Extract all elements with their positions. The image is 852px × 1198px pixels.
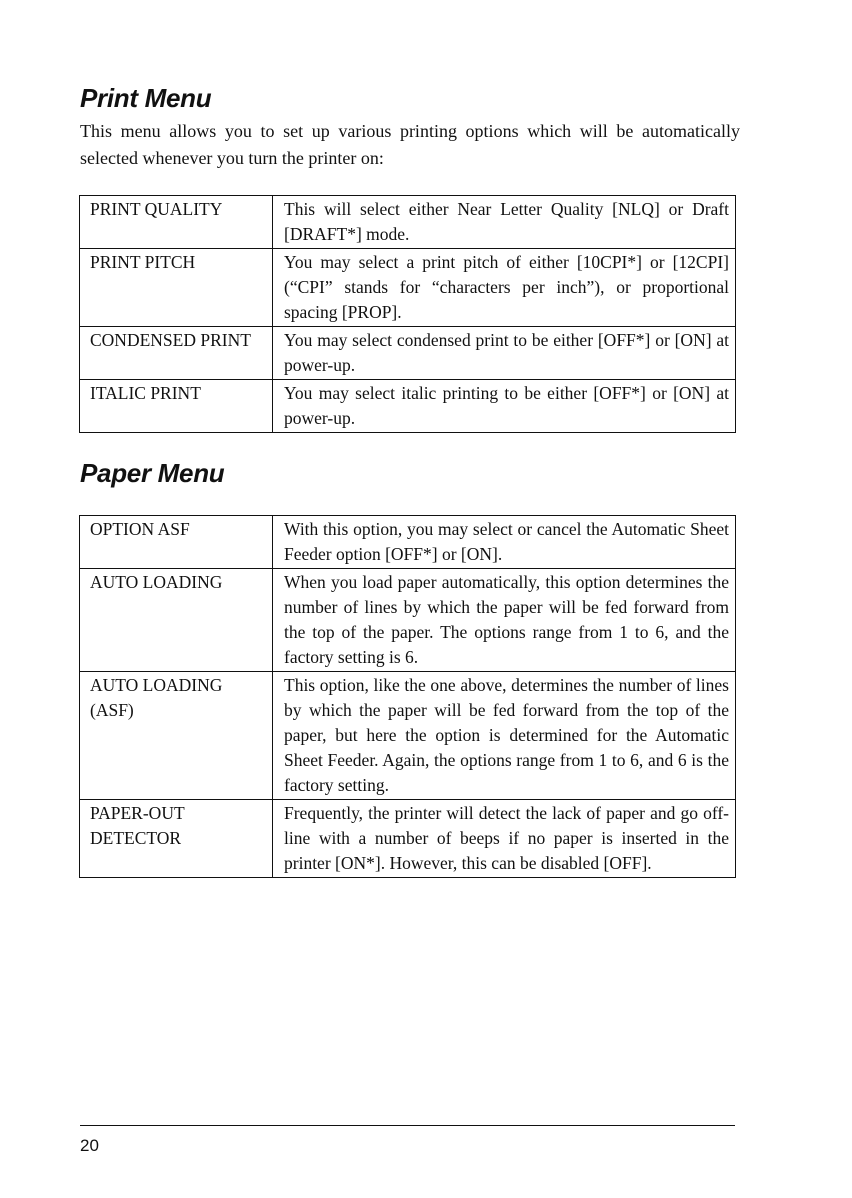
table-row: [80, 800, 736, 878]
table-row: [80, 249, 736, 327]
setting-description: You may select italic printing to be either [OFF*] or [ON] at power-up.: [273, 380, 736, 433]
setting-name: PRINT QUALITY: [80, 196, 273, 249]
table-row: [80, 672, 736, 800]
setting-description: When you load paper automatically, this option determines the number of lines by which the paper will be fed forward from the top of the paper. The options range from 1 to 6, and the factory setting is 6.: [273, 569, 736, 672]
table-row: [80, 380, 736, 433]
setting-description: With this option, you may select or cancel the Automatic Sheet Feeder option [OFF*] or [ON].: [273, 516, 736, 569]
table-row: [80, 327, 736, 380]
setting-name: OPTION ASF: [80, 516, 273, 569]
setting-name: AUTO LOADING (ASF): [80, 672, 273, 800]
setting-description: You may select condensed print to be either [OFF*] or [ON] at power-up.: [273, 327, 736, 380]
print-menu-table: [79, 195, 736, 433]
footer-divider: [80, 1125, 735, 1126]
table-row: [80, 569, 736, 672]
setting-name: PRINT PITCH: [80, 249, 273, 327]
table-row: [80, 516, 736, 569]
print-menu-heading: Print Menu: [80, 83, 212, 113]
setting-name: ITALIC PRINT: [80, 380, 273, 433]
print-menu-intro: This menu allows you to set up various printing options which will be automatically selected whenever you turn the printer on:: [80, 121, 740, 168]
table-row: [80, 196, 736, 249]
setting-description: This will select either Near Letter Quality [NLQ] or Draft [DRAFT*] mode.: [273, 196, 736, 249]
setting-name: CONDENSED PRINT: [80, 327, 273, 380]
setting-name: PAPER-OUT DETECTOR: [80, 800, 273, 878]
paper-menu-heading: Paper Menu: [80, 458, 225, 488]
setting-description: This option, like the one above, determines the number of lines by which the paper will be fed forward from the top of the paper, but here the option is determined for the Automatic Sheet Feeder. Again, the options range from 1 to 6, and 6 is the factory setting.: [273, 672, 736, 800]
setting-description: Frequently, the printer will detect the lack of paper and go off-line with a number of beeps if no paper is inserted in the printer [ON*]. However, this can be disabled [OFF].: [273, 800, 736, 878]
paper-menu-table: [79, 515, 736, 878]
setting-description: You may select a print pitch of either [10CPI*] or [12CPI] (“CPI” stands for “characters per inch”), or proportional spacing [PROP].: [273, 249, 736, 327]
page-number: 20: [80, 1136, 99, 1155]
setting-name: AUTO LOADING: [80, 569, 273, 672]
